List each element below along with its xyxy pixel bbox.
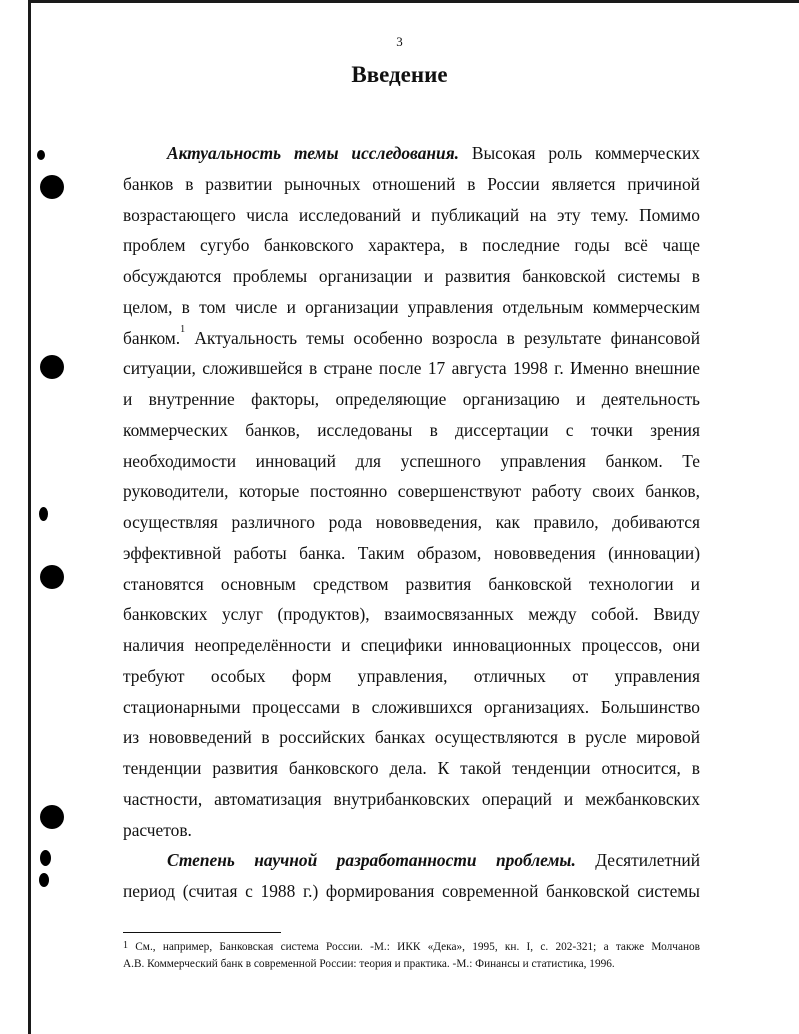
text-line: тенденции развития банковского дела. К такой тенденции относится, в (123, 758, 700, 778)
text-line: Степень научной разработанности проблемы. Десятилетний (167, 850, 700, 871)
text-line: из нововведений в российских банках осуществляются в русле мировой (123, 727, 700, 748)
text-line: период (считая с 1988 г.) формирования современной банковской системы (123, 881, 700, 901)
text-line: требуют особых форм управления, отличных от управления (123, 665, 700, 686)
text-line: Актуальность темы исследования. Высокая роль коммерческих (167, 143, 700, 163)
punch-hole (39, 873, 49, 887)
text-line: осуществляя различного рода нововведения, как правило, добиваются (123, 512, 700, 532)
page-number: 3 (396, 34, 403, 49)
text-line: руководители, которые постоянно совершенствуют работу своих банков, (123, 481, 700, 502)
body-text (123, 138, 700, 907)
scan-edge-left (28, 0, 31, 1034)
text-line: расчетов. (123, 819, 192, 840)
punch-hole (37, 150, 45, 160)
footnote-line: $^1$ См., например, Банковская система России. -М.: ИКК «Дека», 1995, кн. I, с. 202-321; а также Молчанов (123, 940, 700, 953)
section-lead-relevance: Актуальность темы исследования. (167, 143, 460, 163)
text-line: наличия неопределённости и специфики инновационных процессов, они (123, 635, 700, 655)
text-line: эффективной работы банка. Таким образом, нововведения (инновации) (123, 542, 700, 563)
punch-hole (40, 565, 64, 589)
scan-edge-top (28, 0, 799, 3)
section-lead-research-state: Степень научной разработанности проблемы. (167, 850, 576, 871)
footnote-line: А.В. Коммерческий банк в современной России: теория и практика. -М.: Финансы и статистика, 1996. (123, 958, 615, 970)
text-line: банков в развитии рыночных отношений в России является причиной (123, 173, 700, 194)
punch-hole (40, 175, 64, 199)
text-line: частности, автоматизация внутрибанковских операций и межбанковских (123, 788, 700, 809)
text-line: ситуации, сложившейся в стране после 17 августа 1998 г. Именно внешние (123, 358, 700, 379)
text-line: необходимости инноваций для успешного управления банком. Те (123, 450, 700, 471)
punch-hole (40, 355, 64, 379)
text-line: и внутренние факторы, определяющие организацию и деятельность (123, 389, 700, 409)
text-line: банком.$^1$ Актуальность темы особенно возросла в результате финансовой (123, 323, 700, 348)
footnote-marker: 1 (123, 940, 128, 951)
punch-hole (40, 850, 51, 866)
text-line: возрастающего числа исследований и публикаций на эту тему. Помимо (123, 204, 700, 225)
text-line: обсуждаются проблемы организации и развития банковской системы в (123, 266, 700, 286)
footnote-reference[interactable]: 1 (180, 323, 186, 335)
text-line: банковских услуг (продуктов), взаимосвязанных между собой. Ввиду (123, 604, 700, 625)
footnote (123, 939, 700, 973)
text-line: проблем сугубо банковского характера, в последние годы всё чаще (123, 235, 700, 256)
text-line: коммерческих банков, исследованы в диссертации с точки зрения (123, 419, 700, 440)
punch-hole (40, 805, 64, 829)
page-title: Введение (351, 62, 448, 87)
punch-hole (39, 507, 48, 521)
text-line: стационарными процессами в сложившихся организациях. Большинство (123, 696, 700, 717)
text-line: целом, в том числе и организации управления отдельным коммерческим (123, 296, 700, 317)
text-line: становятся основным средством развития банковской технологии и (123, 573, 700, 594)
footnote-separator (123, 932, 281, 933)
